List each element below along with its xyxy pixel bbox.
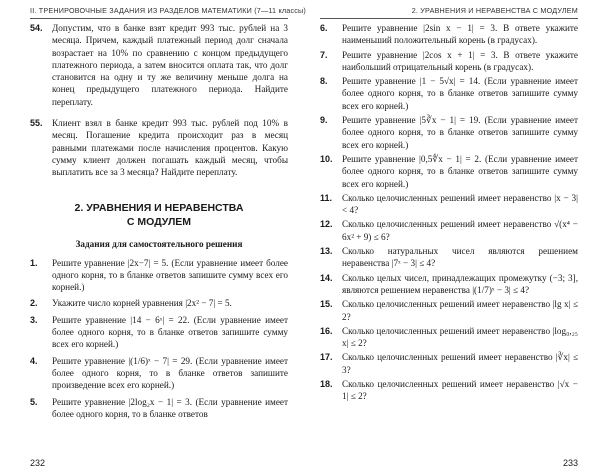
problem-number: 8. bbox=[320, 76, 328, 87]
problem-13 bbox=[320, 245, 578, 270]
right-running-head bbox=[320, 4, 578, 19]
section-title-line2: С МОДУЛЕМ bbox=[126, 215, 192, 228]
problem-text: Решите уравнение |14 − 6ˣ| = 22. (Если уравнение имеет более одного корня, то в бланке ответов запишите сумму всех его корней.) bbox=[52, 314, 288, 350]
problem-55 bbox=[30, 117, 288, 178]
left-running-head-text: II. ТРЕНИРОВОЧНЫЕ ЗАДАНИЯ ИЗ РАЗДЕЛОВ МАТЕМАТИКИ (7—11 классы) bbox=[30, 6, 307, 15]
problem-text: Решите уравнение |2cos x + 1| = 3. В ответе укажите наибольший отрицательный корень (в градусах). bbox=[342, 49, 578, 72]
problem-number: 55. bbox=[30, 118, 43, 129]
problem-text: Решите уравнение |2log₂x − 1| = 3. (Если уравнение имеет более одного корня, то в бланке ответов bbox=[52, 396, 288, 419]
problem-text: Решите уравнение |2x−7| = 5. (Если уравнение имеет более одного корня, то в бланке ответов запишите сумму всех его корней.) bbox=[52, 257, 288, 293]
problem-number: 13. bbox=[320, 246, 333, 257]
problem-number: 12. bbox=[320, 219, 333, 230]
problem-text: Допустим, что в банке взят кредит 993 тыс. рублей на 3 месяца. Причем, каждый платежный период долг сначала возрастает на 10% по сравнению с концом предыдущего платежного периода, а затем вносится оплата так, что долг становится на одну и ту же величину меньше долга на конец предыдущего платежного периода. Найдите переплату. bbox=[52, 23, 288, 107]
problem-17 bbox=[320, 351, 578, 376]
problem-16 bbox=[320, 325, 578, 350]
problem-4 bbox=[30, 355, 288, 392]
problem-number: 18. bbox=[320, 379, 333, 390]
problem-text: Решите уравнение |(1/6)ˣ − 7| = 29. (Если уравнение имеет более одного корня, то в бланке ответов запишите произведение всех его корней.) bbox=[52, 355, 288, 391]
left-running-head bbox=[30, 4, 307, 19]
problem-3 bbox=[30, 314, 288, 351]
problem-2 bbox=[30, 297, 288, 309]
problem-text: Решите уравнение |1 − 5√x| = 14. (Если уравнение имеет более одного корня, то в бланке ответов запишите сумму всех его корней.) bbox=[342, 76, 578, 111]
problem-number: 4. bbox=[30, 355, 38, 366]
problem-number: 15. bbox=[320, 299, 333, 310]
problem-15 bbox=[320, 298, 578, 323]
problem-number: 9. bbox=[320, 115, 328, 126]
problem-12 bbox=[320, 218, 578, 243]
left-content bbox=[30, 22, 288, 424]
right-running-head-text: 2. УРАВНЕНИЯ И НЕРАВЕНСТВА С МОДУЛЕМ bbox=[411, 6, 578, 15]
problem-10 bbox=[320, 153, 578, 190]
right-page-number: 233 bbox=[562, 458, 578, 468]
problem-text: Сколько целочисленных решений имеет неравенство √(x⁴ − 6x² + 9) ≤ 6? bbox=[342, 219, 578, 242]
section-title bbox=[30, 201, 288, 229]
problem-number: 14. bbox=[320, 272, 333, 283]
problem-14 bbox=[320, 272, 578, 297]
problem-number: 54. bbox=[30, 23, 43, 33]
problem-text: Сколько целочисленных решений имеет неравенство |√x − 1| ≤ 2? bbox=[342, 379, 578, 402]
section-title-line1: 2. УРАВНЕНИЯ И НЕРАВЕНСТВА bbox=[74, 201, 244, 214]
problem-text: Сколько целых чисел, принадлежащих промежутку (−3; 3], являются решением неравенства |(1/7)ˣ − 3| ≤ 4? bbox=[342, 272, 578, 295]
left-problem-list bbox=[30, 257, 288, 421]
problem-8 bbox=[320, 75, 578, 112]
problem-7 bbox=[320, 49, 578, 74]
problem-18 bbox=[320, 378, 578, 403]
subsection-title: Задания для самостоятельного решения bbox=[75, 238, 243, 249]
right-page bbox=[304, 0, 608, 472]
right-content bbox=[320, 22, 578, 405]
problem-number: 7. bbox=[320, 49, 328, 60]
left-page-number: 232 bbox=[30, 458, 46, 468]
problem-number: 6. bbox=[320, 23, 328, 33]
problem-number: 17. bbox=[320, 352, 333, 363]
problem-number: 5. bbox=[30, 396, 38, 407]
problem-54 bbox=[30, 22, 288, 108]
problem-number: 10. bbox=[320, 153, 333, 164]
problem-number: 1. bbox=[30, 257, 38, 268]
problem-text: Решите уравнение |2sin x − 1| = 3. В ответе укажите наименьший положительный корень (в градусах). bbox=[342, 23, 578, 46]
problem-text: Клиент взял в банке кредит 993 тыс. рублей под 10% в месяц. Погашение кредита происходит раз в месяц равными платежами после начисления процентов. Какую сумму клиент должен погашать каждый месяц, чтобы выплатить все за 3 месяца? Найдите переплату. bbox=[52, 118, 288, 178]
problem-6 bbox=[320, 22, 578, 47]
problem-number: 2. bbox=[30, 298, 38, 309]
problem-text: Сколько целочисленных решений имеет неравенство |x − 3| < 4? bbox=[342, 192, 578, 216]
problem-text: Сколько целочисленных решений имеет неравенство |∛x| ≤ 3? bbox=[342, 352, 578, 375]
problem-text: Сколько целочисленных решений имеет неравенство |lg x| ≤ 2? bbox=[342, 299, 578, 322]
problem-1 bbox=[30, 257, 288, 294]
problem-number: 3. bbox=[30, 314, 38, 325]
problem-text: Решите уравнение |5∛x − 1| = 19. (Если уравнение имеет более одного корня, то в бланке ответов запишите сумму всех его корней.) bbox=[342, 115, 578, 150]
problem-text: Укажите число корней уравнения |2x² − 7| = 5. bbox=[52, 298, 232, 309]
problem-9 bbox=[320, 114, 578, 151]
problem-5 bbox=[30, 396, 288, 421]
problem-text: Решите уравнение |0,5∜x − 1| = 2. (Если уравнение имеет более одного корня, то в бланке ответов запишите сумму всех его корней.) bbox=[342, 153, 578, 189]
problem-text: Сколько натуральных чисел являются решением неравенства |7ˣ − 3| ≤ 4? bbox=[342, 246, 578, 269]
problem-11 bbox=[320, 192, 578, 217]
problem-text: Сколько целочисленных решений имеет неравенство |log₀,₂₅ x| ≤ 2? bbox=[342, 325, 578, 349]
problem-number: 11. bbox=[320, 192, 333, 203]
problem-number: 16. bbox=[320, 325, 333, 336]
